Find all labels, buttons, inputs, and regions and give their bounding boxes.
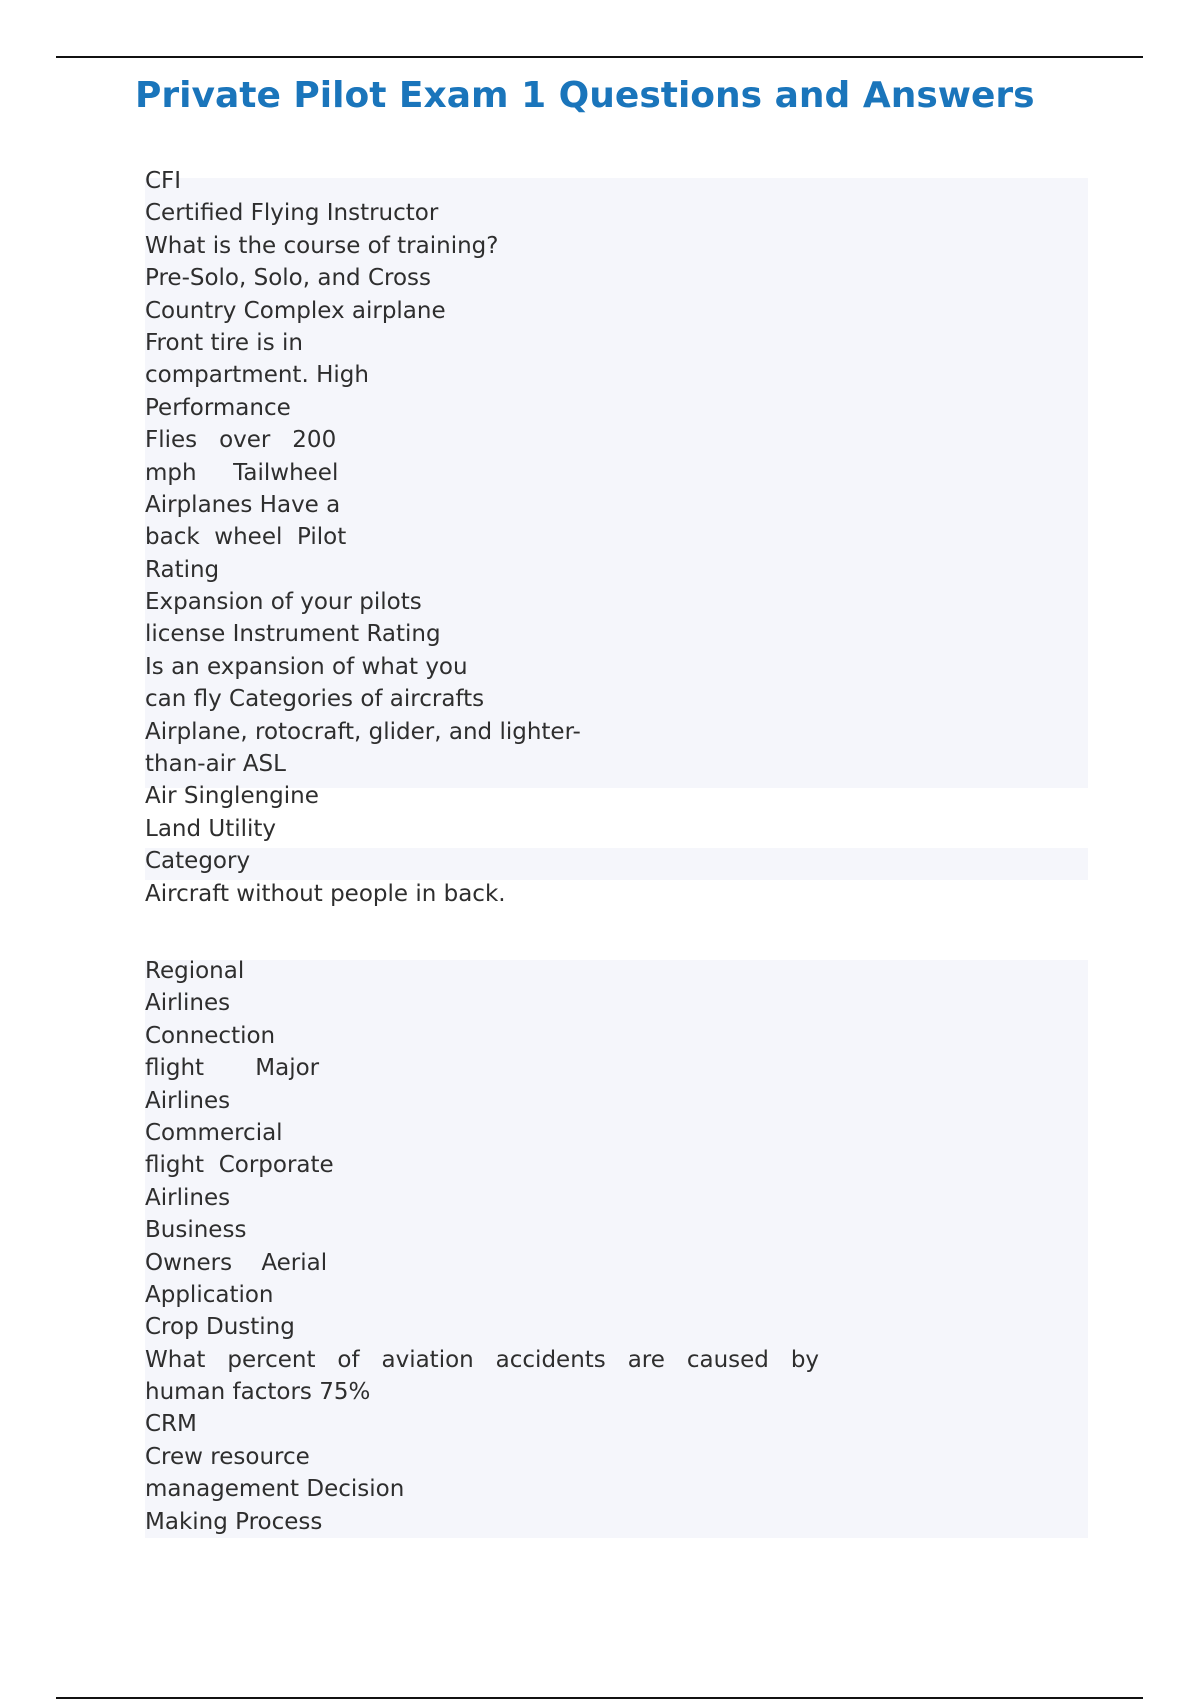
top-divider xyxy=(56,56,1143,58)
text-line: Pre-Solo, Solo, and Cross xyxy=(145,265,432,292)
text-line: Country Complex airplane xyxy=(145,297,446,324)
text-line: Crew resource xyxy=(145,1443,310,1470)
text-line: Airlines xyxy=(145,1087,231,1114)
text-line: Airlines xyxy=(145,1184,231,1211)
text-line: Category xyxy=(145,848,251,875)
text-section-two xyxy=(145,955,1088,1538)
text-line: Rating xyxy=(145,556,220,583)
text-line: What is the course of training? xyxy=(145,232,499,259)
text-line: human factors 75% xyxy=(145,1379,371,1406)
text-line: Performance xyxy=(145,394,291,421)
text-line: CRM xyxy=(145,1411,197,1438)
text-line: Commercial xyxy=(145,1119,283,1146)
text-line: Airlines xyxy=(145,990,231,1017)
text-line: Front tire is in xyxy=(145,329,303,356)
text-line: Certified Flying Instructor xyxy=(145,200,439,227)
text-line: management Decision xyxy=(145,1476,405,1503)
text-line: Making Process xyxy=(145,1508,323,1535)
text-line: Regional xyxy=(145,958,245,984)
text-line: compartment. High xyxy=(145,362,369,389)
text-line: Land Utility xyxy=(145,815,277,842)
bottom-divider xyxy=(56,1697,1143,1699)
text-line: Business xyxy=(145,1217,247,1244)
text-line: Airplane, rotocraft, glider, and lighter- xyxy=(145,718,581,745)
text-line: can fly Categories of aircrafts xyxy=(145,686,485,713)
text-line: Aircraft without people in back. xyxy=(145,880,506,907)
text-line: Application xyxy=(145,1281,274,1308)
text-line: Connection xyxy=(145,1022,276,1049)
text-line: Crop Dusting xyxy=(145,1314,295,1341)
text-line: Airplanes Have a xyxy=(145,491,341,518)
text-line: Owners Aerial xyxy=(145,1249,328,1276)
text-line: mph Tailwheel xyxy=(145,459,339,486)
text-line: flight Corporate xyxy=(145,1152,334,1179)
text-line: CFI xyxy=(145,168,182,194)
text-line: Flies over 200 xyxy=(145,427,337,454)
page-title: Private Pilot Exam 1 Questions and Answers xyxy=(135,75,1035,116)
text-line: license Instrument Rating xyxy=(145,621,441,648)
text-line: back wheel Pilot xyxy=(145,524,347,551)
text-line: than-air ASL xyxy=(145,751,286,778)
text-section-one xyxy=(145,165,1088,910)
text-line: Air Singlengine xyxy=(145,783,319,810)
text-line: Is an expansion of what you xyxy=(145,653,468,680)
text-line: flight Major xyxy=(145,1055,320,1082)
text-line: What percent of aviation accidents are caused by xyxy=(145,1346,820,1373)
text-line: Expansion of your pilots xyxy=(145,589,422,616)
